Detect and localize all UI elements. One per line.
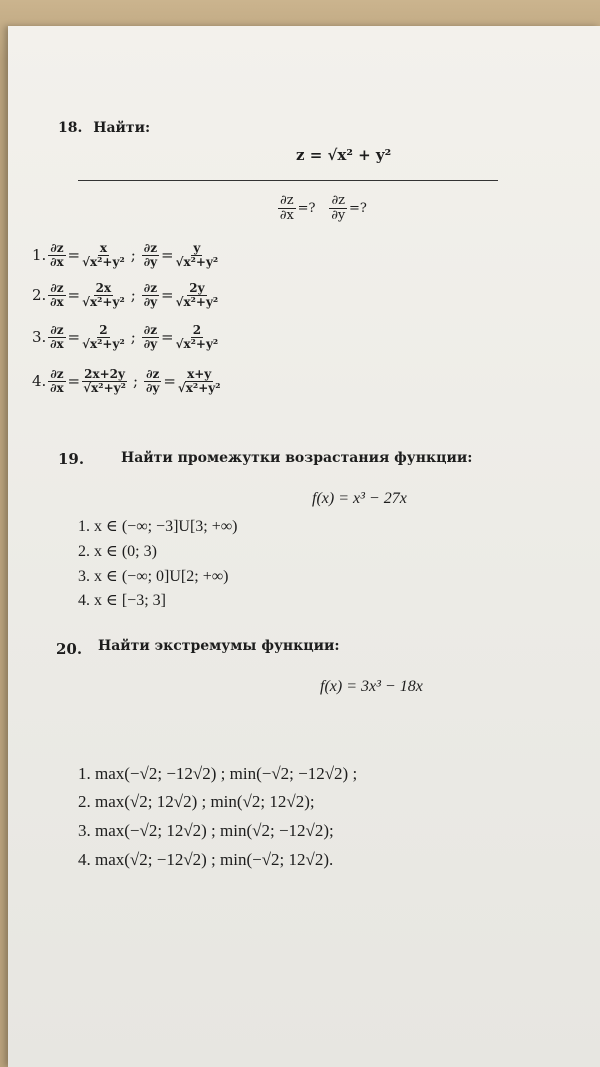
q20-option-4: 4. max(√2; −12√2) ; min(−√2; 12√2).: [78, 850, 334, 869]
option-4-dy-value: $\frac{x+y}{\text{√x²+y²}}$: [177, 367, 221, 395]
q18-option-4: 4. $\frac{\partial z}{\partial x}$ = $\frac{2x+2y}{\text{√x²+y²}}$ ; $\frac{\partial z}{\partial y}$ = $\frac{x+y}{\text{√x²+y²}}$: [32, 367, 221, 395]
q19-option-1: 1. x ∈ (−∞; −3]U[3; +∞): [78, 518, 238, 535]
q18-option-1: 1. $\frac{\partial z}{\partial x}$ = $\frac{x}{\text{√x²+y²}}$ ; $\frac{\partial z}{\partial y}$ = $\frac{y}{\text{√x²+y²}}$: [32, 241, 219, 269]
q18-heading: [58, 120, 150, 136]
q19-title: Найти промежутки возрастания функции:: [121, 450, 473, 466]
partial-dx: $\frac{\partial z}{\partial x}$: [50, 367, 64, 395]
q18-divider: [78, 180, 498, 181]
q18-question-dzdx: $\frac{\partial z}{\partial x}$: [279, 193, 294, 223]
q20-formula: f(x) = 3x³ − 18x: [320, 678, 423, 695]
q18-question-dzdy: $\frac{\partial z}{\partial y}$: [331, 193, 346, 223]
partial-dy: $\frac{\partial z}{\partial y}$: [143, 281, 158, 309]
partial-dy: $\frac{\partial z}{\partial y}$: [146, 367, 160, 395]
q19-formula: f(x) = x³ − 27x: [312, 490, 407, 507]
q19-option-3: 3. x ∈ (−∞; 0]U[2; +∞): [78, 568, 229, 585]
q18-option-2: 2. $\frac{\partial z}{\partial x}$ = $\frac{2x}{\text{√x²+y²}}$ ; $\frac{\partial z}{\partial y}$ = $\frac{2y}{\text{√x²+y²}}$: [32, 281, 219, 309]
q19-number: 19.: [58, 450, 85, 468]
q20-title: Найти экстремумы функции:: [98, 638, 340, 654]
partial-dx: $\frac{\partial z}{\partial x}$: [50, 281, 64, 309]
q20-option-2: 2. max(√2; 12√2) ; min(√2; 12√2);: [78, 792, 315, 811]
q20-option-3: 3. max(−√2; 12√2) ; min(√2; −12√2);: [78, 821, 334, 840]
q18-number: 18.: [58, 120, 83, 136]
partial-dy: $\frac{\partial z}{\partial y}$: [143, 323, 158, 351]
q18-formula: z = √x² + y²: [296, 146, 392, 164]
q20-number: 20.: [56, 640, 83, 658]
option-3-dx-value: $\frac{2}{\text{√x²+y²}}$: [82, 323, 125, 351]
q20-option-1: 1. max(−√2; −12√2) ; min(−√2; −12√2) ;: [78, 764, 358, 783]
partial-dx: $\frac{\partial z}{\partial x}$: [50, 323, 64, 351]
q18-option-3: 3. $\frac{\partial z}{\partial x}$ = $\frac{2}{\text{√x²+y²}}$ ; $\frac{\partial z}{\partial y}$ = $\frac{2}{\text{√x²+y²}}$: [32, 323, 219, 351]
option-1-dy-value: $\frac{y}{\text{√x²+y²}}$: [175, 241, 219, 269]
option-3-dy-value: $\frac{2}{\text{√x²+y²}}$: [175, 323, 219, 351]
partial-dx: $\frac{\partial z}{\partial x}$: [50, 241, 64, 269]
partial-dy: $\frac{\partial z}{\partial y}$: [143, 241, 158, 269]
option-1-dx-value: $\frac{x}{\text{√x²+y²}}$: [82, 241, 125, 269]
option-4-dx-value: $\frac{2x+2y}{\text{√x²+y²}}$: [83, 367, 126, 395]
option-2-dy-value: $\frac{2y}{\text{√x²+y²}}$: [175, 281, 219, 309]
q18-question: $\frac{\partial z}{\partial x}$ =? $\frac{\partial z}{\partial y}$ =?: [279, 193, 367, 223]
q18-title: Найти:: [93, 120, 151, 136]
exam-sheet: [8, 26, 600, 1067]
q19-option-4: 4. x ∈ [−3; 3]: [78, 592, 166, 609]
q19-option-2: 2. x ∈ (0; 3): [78, 543, 157, 560]
option-2-dx-value: $\frac{2x}{\text{√x²+y²}}$: [82, 281, 125, 309]
